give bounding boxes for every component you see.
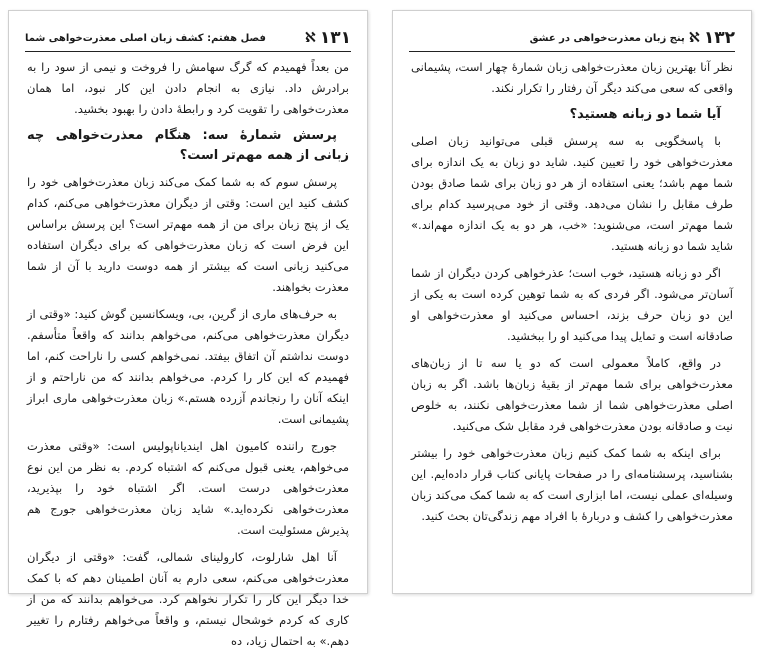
paragraph: اگر دو زبانه هستید، خوب است؛ عذرخواهی کردن دیگران از شما آسان‌تر می‌شود. اگر فردی که به شما توهین کرده است به یکی از این دو زبان حرف بزند، احساس می‌کنید او معذرت‌خواهی او صادقانه است و تمایل پیدا می‌کنید او را ببخشید. [411, 266, 733, 343]
left-page [8, 10, 368, 648]
running-header-title: فصل هفتم: کشف زبان اصلی معذرت‌خواهی شما [25, 32, 266, 44]
header-rule [25, 51, 351, 52]
paragraph: در واقع، کاملاً معمولی است که دو یا سه تا از زبان‌های معذرت‌خواهی برای شما مهم‌تر از بقیهٔ زبان‌ها باشد. اگر به زبان اصلی معذرت‌خواهی شما از شما معذرت‌خواهی نکنند، به خلوص نیت و صادقانه بودن معذرت‌خواهی فرد مقابل شک می‌کنید. [411, 356, 733, 433]
paragraph: با پاسخگویی به سه پرسش قبلی می‌توانید زبان اصلی معذرت‌خواهی خود را تعیین کنید. شاید دو زبان به یک اندازه برای شما مهم باشد؛ یعنی استفاده از هر دو زبان برای شما صادق بودن طرف مقابل را نشان می‌دهد. وقتی از خود می‌پرسید کدام برای شما مهم‌تر است، می‌شنوید: «خب، هر دو به یک اندازه مهم‌اند.» شاید شما دو زبانه هستید. [411, 134, 733, 253]
section-heading: پرسش شمارهٔ سه: هنگام معذرت‌خواهی چه زبانی از همه مهم‌تر است؟ [27, 128, 349, 163]
right-page-body [411, 57, 733, 587]
header-rule [409, 51, 735, 52]
running-header-title: پنج زبان معذرت‌خواهی در عشق [529, 32, 685, 44]
paragraph: آنا اهل شارلوت، کارولینای شمالی، گفت: «وقتی از دیگران معذرت‌خواهی می‌کنم، سعی دارم به آنان اطمینان دهم که با کمک خدا دیگر این کار را تکرار نخواهم کرد. می‌خواهم بدانند که من از کاری که کردم خوشحال نیستم، و واقعاً می‌خواهم رفتارم را تغییر دهم.» به احتمال زیاد، ده [27, 550, 349, 648]
paragraph: جورج راننده کامیون اهل ایندیاناپولیس است: «وقتی معذرت می‌خواهم، یعنی قبول می‌کنم که اشتباه کردم. به نظر من این نوع معذرت‌خواهی درست است. اگر اشتباه خود را بپذیرید، معذرت‌خواهی نکرده‌اید.» شاید زبان معذرت‌خواهی جورج هم پذیرش مسئولیت است. [27, 439, 349, 537]
paragraph: نظر آنا بهترین زبان معذرت‌خواهی زبان شمارهٔ چهار است، پشیمانی واقعی که سعی می‌کند دیگر آن رفتار را تکرار نکند. [411, 60, 733, 95]
page-number: ۱۳۱ [319, 28, 351, 48]
left-page-header [25, 27, 351, 49]
paragraph: برای اینکه به شما کمک کنیم زبان معذرت‌خواهی خود را بیشتر بشناسید، پرسشنامه‌ای را در صفحات پایانی کتاب قرار داده‌ایم. این وسیله‌ای عملی نیست، اما ابزاری است که به شما کمک می‌کند زبان معذرت‌خواهی را کشف و دربارهٔ با افراد مهم زندگی‌تان بحث کنید. [411, 446, 733, 523]
paragraph: به حرف‌های ماری از گرین، بی، ویسکانسین گوش کنید: «وقتی از دیگران معذرت‌خواهی می‌کنم، می‌خواهم بدانند که واقعاً متأسفم. دوست نداشتم آن اتفاق بیفتد. نمی‌خواهم کسی را ناراحت کنم، اما فهمیدم که این کار را کردم. می‌خواهم بدانند که من ناراحتم و از اینکه آنان را رنجاندم آزرده هستم.» زبان معذرت‌خواهی ماری ابراز پشیمانی است. [27, 307, 349, 426]
right-page-header [409, 27, 735, 49]
page-number: ۱۳۲ [703, 28, 735, 48]
left-page-body [27, 57, 349, 648]
page-number-block [530, 28, 735, 48]
right-page [392, 10, 752, 594]
paragraph: من بعداً فهمیدم که گرگ سهامش را فروخت و نیمی از سود را به برادرش داد. نیازی به انجام دادن این کار نبود، اما همان معذرت‌خواهی را تقویت کرد و رابطهٔ دادن را بهبود بخشید. [27, 60, 349, 116]
chapter-ornament-icon: ℵ [304, 30, 316, 46]
paragraph: پرسش سوم که به شما کمک می‌کند زبان معذرت‌خواهی خود را کشف کنید این است: وقتی از دیگران معذرت‌خواهی می‌کنم، کدام یک از پنج زبان برای من از همه مهم‌تر است؟ این پرسش براساس این فرض است که زبان معذرت‌خواهی که برای دیگران استفاده می‌کنید زبانی است که بیشتر از همه دوست دارید با آن از شما معذرت بخواهند. [27, 175, 349, 294]
section-heading: آیا شما دو زبانه هستید؟ [569, 107, 721, 122]
chapter-ornament-icon: ℵ [688, 30, 700, 46]
page-number-block [305, 28, 351, 48]
